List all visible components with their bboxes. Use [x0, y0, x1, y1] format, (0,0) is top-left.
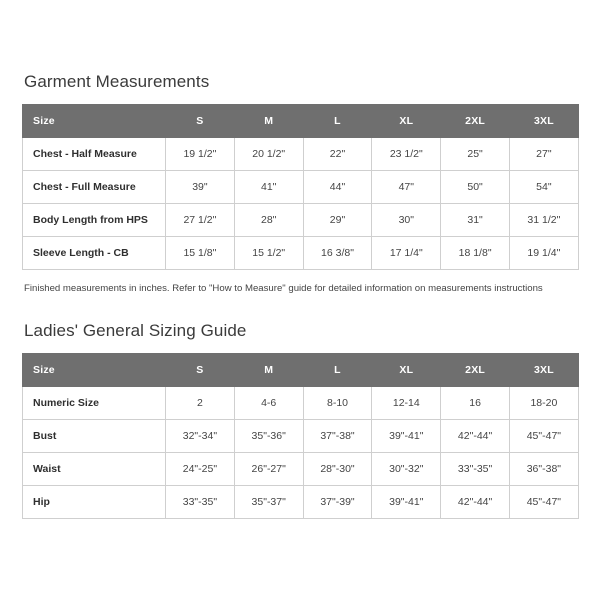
- cell: 36"-38": [509, 453, 578, 486]
- cell: 30"-32": [372, 453, 441, 486]
- cell: 18-20: [509, 387, 578, 420]
- cell: 24"-25": [166, 453, 235, 486]
- column-header-xl: XL: [372, 105, 441, 138]
- cell: 37"-38": [303, 420, 372, 453]
- column-header-2xl: 2XL: [441, 354, 510, 387]
- cell: 31": [441, 204, 510, 237]
- cell: 18 1/8": [441, 237, 510, 270]
- cell: 45"-47": [509, 420, 578, 453]
- cell: 22": [303, 138, 372, 171]
- cell: 33"-35": [441, 453, 510, 486]
- cell: 39"-41": [372, 420, 441, 453]
- garment-measurements-title: Garment Measurements: [24, 72, 210, 91]
- cell: 2: [166, 387, 235, 420]
- cell: 28": [234, 204, 303, 237]
- table-row: [23, 138, 579, 171]
- column-header-l: L: [303, 105, 372, 138]
- cell: 31 1/2": [509, 204, 578, 237]
- cell: 29": [303, 204, 372, 237]
- column-header-size: Size: [23, 105, 166, 138]
- table-row: [23, 387, 579, 420]
- table-row: [23, 204, 579, 237]
- row-label: Hip: [23, 486, 166, 519]
- cell: 23 1/2": [372, 138, 441, 171]
- row-label: Sleeve Length - CB: [23, 237, 166, 270]
- cell: 54": [509, 171, 578, 204]
- cell: 25": [441, 138, 510, 171]
- cell: 16 3/8": [303, 237, 372, 270]
- cell: 19 1/2": [166, 138, 235, 171]
- column-header-m: M: [234, 105, 303, 138]
- cell: 27 1/2": [166, 204, 235, 237]
- cell: 16: [441, 387, 510, 420]
- row-label: Waist: [23, 453, 166, 486]
- column-header-size: Size: [23, 354, 166, 387]
- cell: 28"-30": [303, 453, 372, 486]
- column-header-3xl: 3XL: [509, 105, 578, 138]
- column-header-l: L: [303, 354, 372, 387]
- table-body: [23, 138, 579, 270]
- column-header-2xl: 2XL: [441, 105, 510, 138]
- cell: 26"-27": [234, 453, 303, 486]
- row-label: Numeric Size: [23, 387, 166, 420]
- cell: 17 1/4": [372, 237, 441, 270]
- garment-measurements-table: [22, 104, 579, 270]
- cell: 42"-44": [441, 420, 510, 453]
- row-label: Body Length from HPS: [23, 204, 166, 237]
- table-header-row: [23, 354, 579, 387]
- table-row: [23, 237, 579, 270]
- cell: 50": [441, 171, 510, 204]
- row-label: Bust: [23, 420, 166, 453]
- column-header-xl: XL: [372, 354, 441, 387]
- table-body: [23, 387, 579, 519]
- table-row: [23, 453, 579, 486]
- cell: 32"-34": [166, 420, 235, 453]
- row-label: Chest - Full Measure: [23, 171, 166, 204]
- table-header-row: [23, 105, 579, 138]
- column-header-m: M: [234, 354, 303, 387]
- cell: 15 1/8": [166, 237, 235, 270]
- cell: 12-14: [372, 387, 441, 420]
- table-header: [23, 354, 579, 387]
- cell: 39": [166, 171, 235, 204]
- table-row: [23, 171, 579, 204]
- ladies-sizing-guide-table: [22, 353, 579, 519]
- cell: 33"-35": [166, 486, 235, 519]
- cell: 4-6: [234, 387, 303, 420]
- cell: 35"-36": [234, 420, 303, 453]
- ladies-sizing-guide-title: Ladies' General Sizing Guide: [24, 321, 247, 341]
- column-header-s: S: [166, 105, 235, 138]
- cell: 20 1/2": [234, 138, 303, 171]
- cell: 15 1/2": [234, 237, 303, 270]
- table-row: [23, 420, 579, 453]
- cell: 41": [234, 171, 303, 204]
- cell: 44": [303, 171, 372, 204]
- column-header-s: S: [166, 354, 235, 387]
- cell: 19 1/4": [509, 237, 578, 270]
- cell: 42"-44": [441, 486, 510, 519]
- column-header-3xl: 3XL: [509, 354, 578, 387]
- table-header: [23, 105, 579, 138]
- section-spacer: [22, 295, 578, 321]
- cell: 47": [372, 171, 441, 204]
- table-row: [23, 486, 579, 519]
- cell: 37"-39": [303, 486, 372, 519]
- cell: 39"-41": [372, 486, 441, 519]
- row-label: Chest - Half Measure: [23, 138, 166, 171]
- cell: 27": [509, 138, 578, 171]
- cell: 45"-47": [509, 486, 578, 519]
- measurement-note: Finished measurements in inches. Refer to "How to Measure" guide for detailed information on measurements instructions: [24, 283, 543, 294]
- cell: 35"-37": [234, 486, 303, 519]
- cell: 30": [372, 204, 441, 237]
- cell: 8-10: [303, 387, 372, 420]
